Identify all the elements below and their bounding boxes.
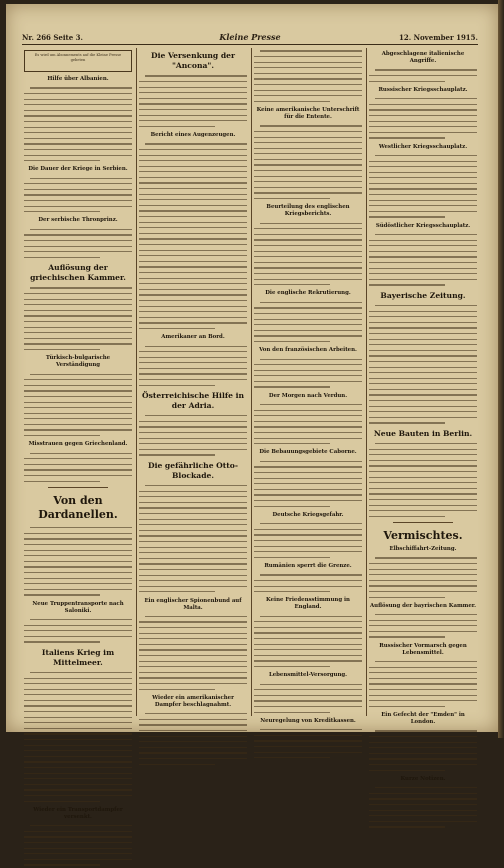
article-body [24,823,132,868]
article-body [369,555,477,600]
column-rule [251,48,252,716]
article-heading: Die gefährliche Otto-Blockade. [147,460,239,480]
article-heading: Beurteilung des englischen Kriegsberichts. [266,204,350,218]
column-2 [139,48,247,716]
text-line [254,98,362,104]
article-heading: Die englische Rekrutierung. [265,290,351,297]
article-body [24,285,132,352]
article-body [369,785,477,830]
column-rule [136,48,137,716]
text-line [254,709,362,715]
article-heading: Misstrauen gegen Griechenland. [28,441,128,448]
article-body [254,48,362,104]
text-line [369,767,477,773]
text-line [24,478,132,484]
article-heading: Neue Truppentransporte nach Saloniki. [32,600,124,614]
text-line [139,761,247,767]
article-heading: Neuregelung von Kreditkassen. [260,717,356,724]
text-line [254,196,362,202]
column-4 [369,48,477,782]
article-body [139,711,247,767]
text-line [369,78,477,84]
article-body [24,175,132,214]
column-1 [24,48,132,820]
column-rule [366,48,367,716]
article-body [369,728,477,773]
article-heading: Rumänien sperrt die Grenze. [264,562,352,569]
article-heading: Keine amerikanische Unterschrift für die Entente. [256,106,360,120]
article-body [139,141,247,331]
text-line [139,686,247,692]
article-heading: Amerikaner an Bord. [161,334,225,341]
text-line [369,703,477,709]
article-body [254,521,362,560]
article-heading: Elbschiffahrt-Zeitung. [389,545,457,552]
article-heading: Neue Bauten in Berlin. [373,428,473,438]
newspaper-title: Kleine Presse [219,32,281,42]
text-line [369,513,477,519]
article-heading: Deutsche Kriegsgefahr. [272,511,344,518]
text-line [24,798,132,804]
article-heading: Von den französischen Arbeiten. [259,347,357,354]
article-body [254,681,362,715]
article-body [139,73,247,129]
text-line [24,592,132,598]
page-edge [498,0,504,738]
article-body [24,450,132,484]
article-heading: Österreichische Hilfe in der Adria. [142,390,244,410]
article-body [24,670,132,804]
article-body [24,85,132,163]
article-body [24,617,132,645]
article-heading: Die Versenkung der "Ancona". [151,51,235,70]
article-heading: Ein englischer Spionenbund auf Malta. [144,597,242,611]
text-line [139,452,247,458]
article-body [254,402,362,447]
article-body [254,123,362,201]
article-body [254,458,362,508]
text-line [254,755,362,761]
text-line [24,433,132,439]
masthead [22,32,478,45]
article-body [254,299,362,344]
article-heading: Lebensmittel-Versorgung. [268,672,348,679]
article-heading: Russischer Kriegsschauplatz. [378,86,468,93]
issue-date: 12. November 1915. [398,33,478,42]
notice-box: Es wird um Abonnements auf die Kleine Presse gebeten [24,50,132,72]
text-line [139,326,247,332]
text-line [254,664,362,670]
article-heading: Bericht eines Augenzeugen. [150,131,236,138]
text-line [24,639,132,645]
article-heading: Türkisch-bulgarische Verständigung [45,355,111,369]
column-3 [254,48,362,724]
article-body [139,343,247,388]
issue-number: Nr. 266 Seite 3. [22,33,83,42]
text-line [24,158,132,164]
article-body [254,572,362,594]
article-body [24,371,132,438]
article-heading: Russischer Vormarsch gegen Lebensmittel. [379,642,467,656]
article-body [369,441,477,519]
article-body [24,525,132,598]
text-line [254,554,362,560]
article-heading: Italiens Krieg im Mittelmeer. [41,647,115,667]
article-body [369,153,477,220]
article-heading: Westlicher Kriegsschauplatz. [378,143,468,150]
article-body [369,67,477,84]
article-body [24,226,132,260]
article-body [369,303,477,426]
text-line [254,339,362,345]
text-line [254,384,362,390]
article-heading: Wieder ein Transportdampfer versenkt. [33,806,123,820]
text-line [369,594,477,600]
article-heading: Abgeschlagene italienische Angriffe. [381,51,465,64]
article-heading: Die Bebauungsgebiete Caborne. [259,449,357,456]
article-heading: Hilfe über Albanien. [47,76,109,82]
article-body [369,232,477,288]
text-line [254,441,362,447]
text-line [139,589,247,595]
text-line [24,254,132,260]
article-heading: Bayerische Zeitung. [380,290,466,300]
article-body [254,727,362,761]
section-heading: Vermischtes. [383,528,463,542]
text-line [24,862,132,868]
article-heading: Die Dauer der Kriege in Serbien. [28,166,128,173]
text-line [369,824,477,830]
text-line [254,282,362,288]
text-line [369,420,477,426]
text-line [369,135,477,141]
article-body [369,659,477,709]
text-line [369,282,477,288]
article-heading: Ein Gefecht der "Emden" in London. [381,712,465,726]
text-line [369,634,477,640]
article-heading: Südöstlicher Kriegsschauplatz. [375,222,471,229]
article-heading: Auflösung der griechischen Kammer. [30,263,126,283]
article-body [139,483,247,595]
article-body [369,96,477,141]
article-body [369,612,477,640]
text-line [24,209,132,215]
article-heading: Der Morgen nach Verdun. [268,392,348,399]
article-body [139,614,247,692]
text-line [254,503,362,509]
article-heading: Der serbische Thronprinz. [38,217,118,224]
section-heading: Von den Dardanellen. [38,493,118,521]
article-body [254,220,362,287]
article-body [254,356,362,390]
article-heading: Keine Friedensstimmung in England. [266,597,350,611]
text-line [139,382,247,388]
text-line [369,214,477,220]
article-heading: Kurze Notizen. [400,775,446,782]
text-line [139,123,247,129]
article-heading: Auflösung der bayrischen Kammer. [369,602,477,609]
text-line [254,589,362,595]
article-heading: Wieder ein amerikanischer Dampfer beschlagnahmt. [152,694,234,708]
article-body [254,613,362,669]
article-body [139,413,247,458]
text-line [24,347,132,353]
